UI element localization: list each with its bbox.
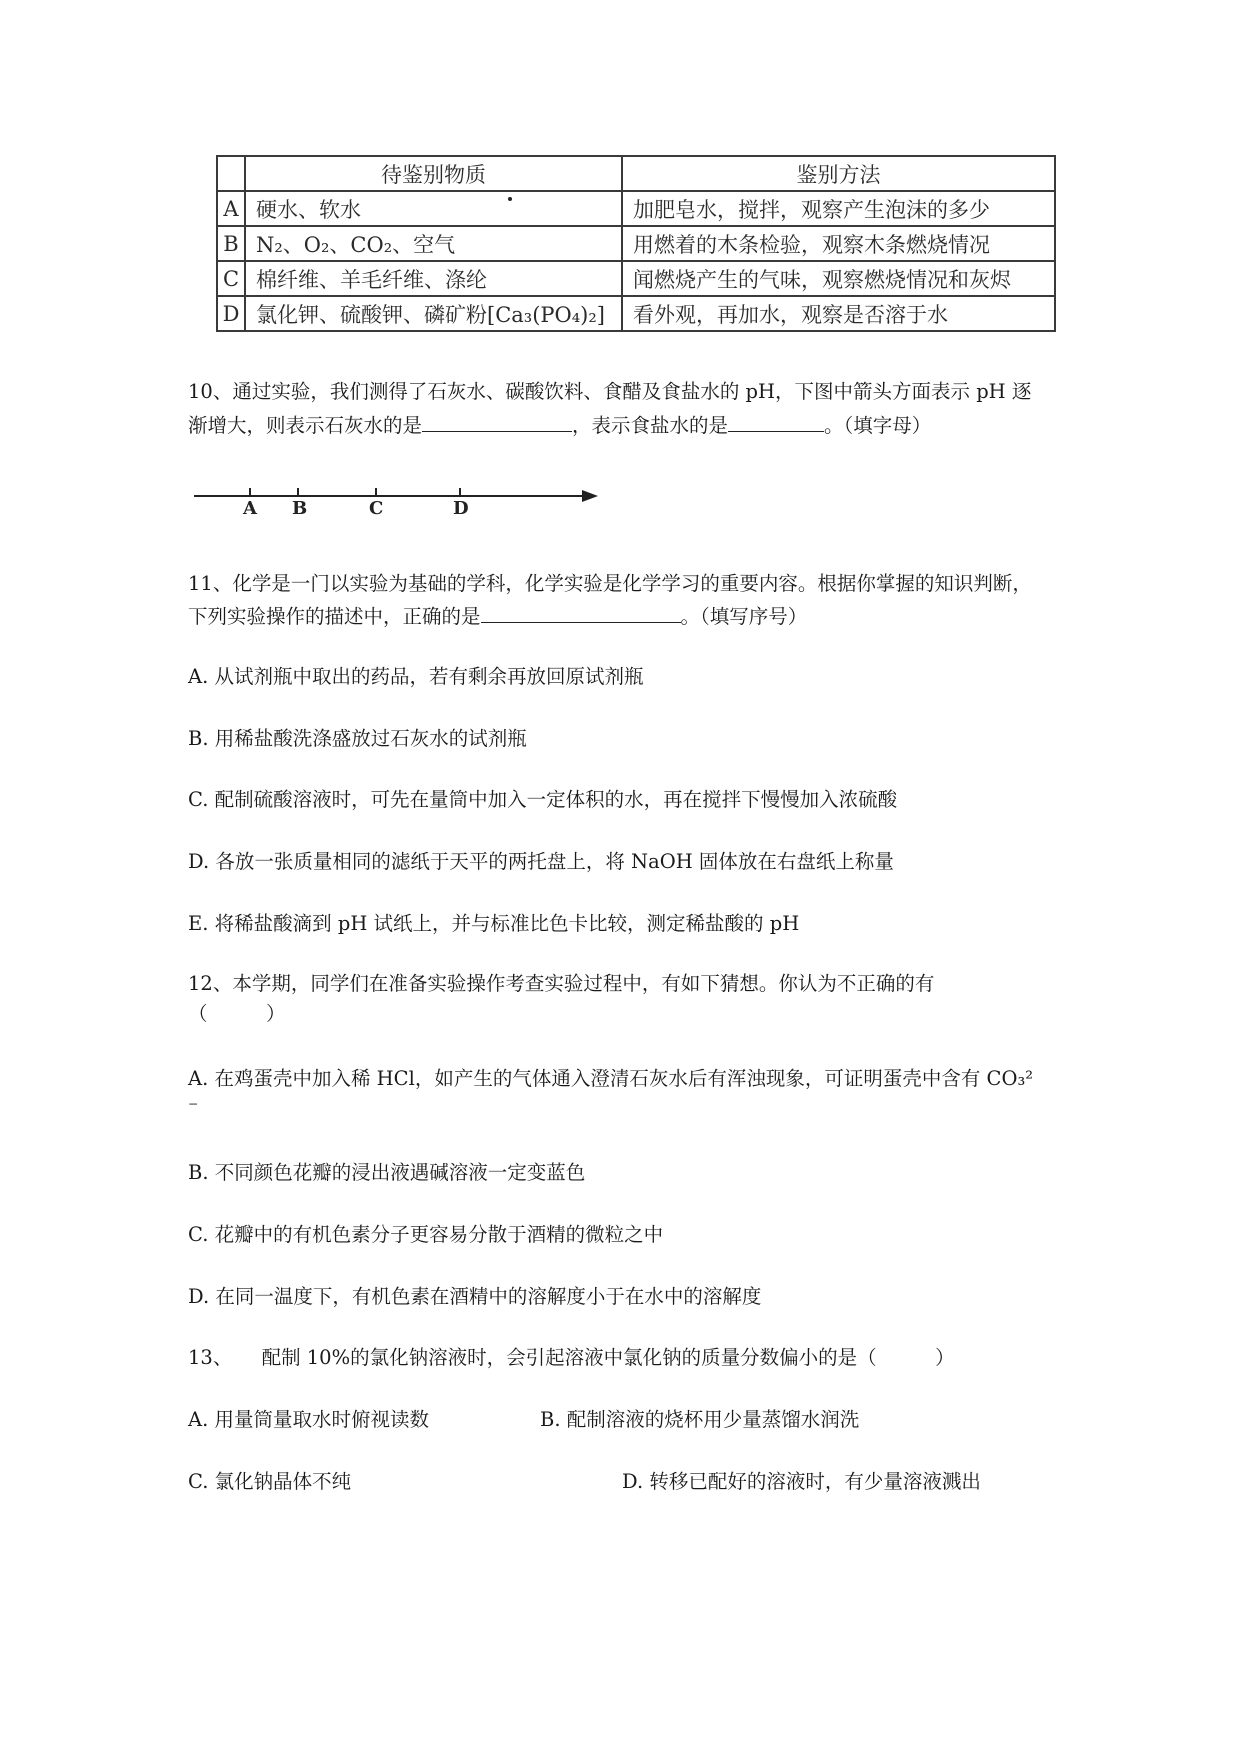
row-method: 闻燃烧产生的气味，观察燃烧情况和灰烬 bbox=[622, 261, 1055, 296]
q11-answer-blank[interactable] bbox=[481, 602, 681, 623]
table-row bbox=[217, 296, 1055, 331]
table-header-substances: 待鉴别物质 bbox=[245, 156, 622, 191]
table-header-letter bbox=[217, 156, 245, 191]
q10-text-b: ，表示食盐水的是 bbox=[572, 414, 729, 437]
q11-option-e: E. 将稀盐酸滴到 pH 试纸上，并与标准比色卡比较，测定稀盐酸的 pH bbox=[188, 912, 800, 935]
row-substances: 氯化钾、硫酸钾、磷矿粉[Ca₃(PO₄)₂] bbox=[245, 296, 622, 331]
q11-option-c: C. 配制硫酸溶液时，可先在量筒中加入一定体积的水，再在搅拌下慢慢加入浓硫酸 bbox=[188, 788, 898, 811]
q10-blank-limewater[interactable] bbox=[422, 411, 572, 432]
tick-label-b: B bbox=[292, 498, 308, 519]
row-letter: C bbox=[217, 261, 245, 296]
tick-label-c: C bbox=[369, 498, 384, 519]
row-letter: A bbox=[217, 191, 245, 226]
table-header-method: 鉴别方法 bbox=[622, 156, 1055, 191]
q13-option-a: A. 用量筒量取水时俯视读数 bbox=[188, 1408, 429, 1431]
q10-blank-saltwater[interactable] bbox=[728, 411, 824, 432]
q12-option-b: B. 不同颜色花瓣的浸出液遇碱溶液一定变蓝色 bbox=[188, 1161, 586, 1184]
row-letter: D bbox=[217, 296, 245, 331]
q11-text-a: 下列实验操作的描述中，正确的是 bbox=[188, 605, 481, 628]
row-method: 用燃着的木条检验，观察木条燃烧情况 bbox=[622, 226, 1055, 261]
q13-option-c: C. 氯化钠晶体不纯 bbox=[188, 1470, 352, 1493]
table-row bbox=[217, 191, 1055, 226]
tick-label-d: D bbox=[453, 498, 469, 519]
q10-text-a: 渐增大，则表示石灰水的是 bbox=[188, 414, 423, 437]
q11-option-a: A. 从试剂瓶中取出的药品，若有剩余再放回原试剂瓶 bbox=[188, 665, 644, 688]
ph-arrow-head bbox=[582, 490, 598, 502]
row-letter: B bbox=[217, 226, 245, 261]
q12-option-c: C. 花瓣中的有机色素分子更容易分散于酒精的微粒之中 bbox=[188, 1223, 664, 1246]
row-method: 加肥皂水，搅拌，观察产生泡沫的多少 bbox=[622, 191, 1055, 226]
q12-answer-parens[interactable]: （ ） bbox=[188, 1002, 286, 1025]
table-row bbox=[217, 261, 1055, 296]
tick-label-a: A bbox=[243, 498, 257, 519]
q10-line2 bbox=[188, 411, 931, 440]
q11-line1: 11、化学是一门以实验为基础的学科，化学实验是化学学习的重要内容。根据你掌握的知识判断， bbox=[188, 572, 1032, 595]
table-row bbox=[217, 226, 1055, 261]
row-substances: 硬水、软水 bbox=[245, 191, 622, 226]
identification-table bbox=[216, 155, 1056, 332]
q13-option-b: B. 配制溶液的烧杯用少量蒸馏水润洗 bbox=[540, 1408, 860, 1431]
q11-option-d: D. 各放一张质量相同的滤纸于天平的两托盘上，将 NaOH 固体放在右盘纸上称量 bbox=[188, 850, 894, 873]
table-header-row bbox=[217, 156, 1055, 191]
q10-line1: 10、通过实验，我们测得了石灰水、碳酸饮料、食醋及食盐水的 pH，下图中箭头方面表示 pH 逐 bbox=[188, 380, 1032, 403]
q12-line1: 12、本学期，同学们在准备实验操作考查实验过程中，有如下猜想。你认为不正确的有 bbox=[188, 972, 935, 995]
row-substances: 棉纤维、羊毛纤维、涤纶 bbox=[245, 261, 622, 296]
row-method: 看外观，再加水，观察是否溶于水 bbox=[622, 296, 1055, 331]
q12-option-a: A. 在鸡蛋壳中加入稀 HCl，如产生的气体通入澄清石灰水后有浑浊现象，可证明蛋壳中含有 CO₃² bbox=[188, 1067, 1034, 1090]
q13-option-d: D. 转移已配好的溶液时，有少量溶液溅出 bbox=[622, 1470, 981, 1493]
q13-stem: 13、 配制 10%的氯化钠溶液时，会引起溶液中氯化钠的质量分数偏小的是（ ） bbox=[188, 1346, 955, 1369]
q11-option-b: B. 用稀盐酸洗涤盛放过石灰水的试剂瓶 bbox=[188, 727, 527, 750]
q11-text-b: 。（填写序号） bbox=[680, 605, 808, 628]
row-substances: N₂、O₂、CO₂、空气 bbox=[245, 226, 622, 261]
scan-dot bbox=[508, 197, 512, 201]
q12-option-a-cont: ⁻ bbox=[188, 1096, 199, 1119]
q11-line2 bbox=[188, 602, 807, 631]
q12-option-d: D. 在同一温度下，有机色素在酒精中的溶解度小于在水中的溶解度 bbox=[188, 1285, 762, 1308]
q10-text-c: 。（填字母） bbox=[824, 414, 932, 437]
